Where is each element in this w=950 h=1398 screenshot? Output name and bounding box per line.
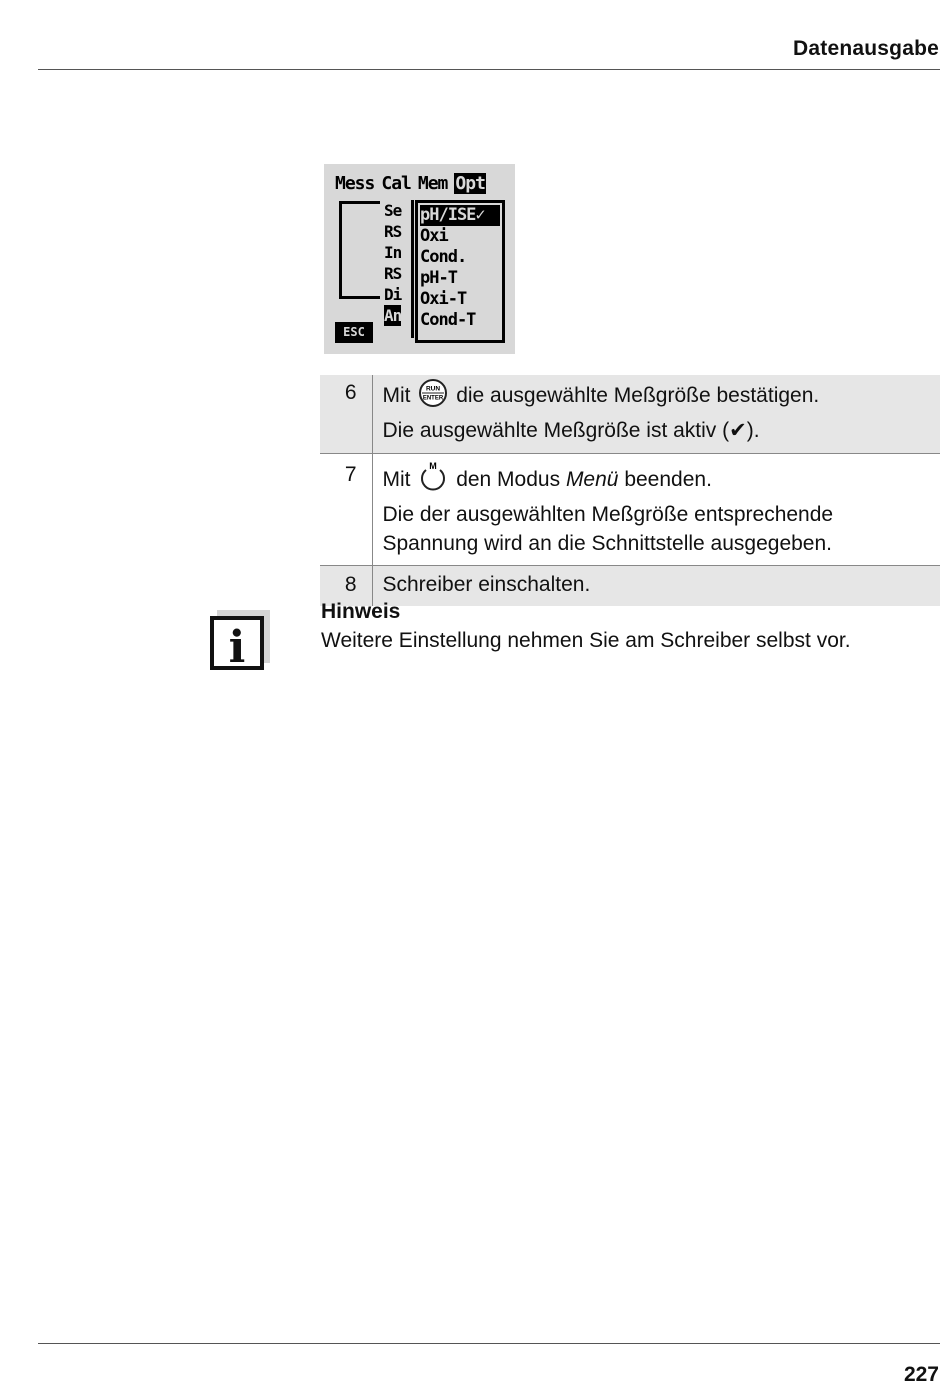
step-text bbox=[372, 454, 940, 566]
step-text-fragment: Mit bbox=[382, 384, 411, 407]
menu-m-key-icon bbox=[418, 460, 448, 500]
info-icon-letter: i bbox=[228, 622, 246, 670]
step-line bbox=[383, 460, 935, 500]
lcd-options-list bbox=[382, 200, 414, 338]
lcd-submenu-item: Oxi-T bbox=[420, 289, 467, 309]
m-key-label: M bbox=[429, 461, 438, 471]
step-number: 6 bbox=[320, 375, 372, 454]
lcd-menu-opt-selected: Opt bbox=[455, 173, 485, 194]
lcd-submenu-item: Oxi bbox=[420, 226, 448, 246]
step-text bbox=[372, 375, 940, 454]
step-row bbox=[320, 375, 940, 454]
lcd-submenu-item: Cond. bbox=[420, 247, 467, 267]
lcd-menu-mem: Mem bbox=[417, 173, 448, 194]
lcd-option-item: In bbox=[384, 243, 402, 262]
lcd-analog-submenu bbox=[415, 200, 505, 343]
step-text-fragment: Mit bbox=[382, 468, 411, 491]
lcd-option-selected-label: An bbox=[384, 306, 402, 325]
step-number: 7 bbox=[320, 454, 372, 566]
step-number: 8 bbox=[320, 566, 372, 607]
lcd-display-screenshot bbox=[324, 164, 515, 354]
step-line: Die ausgewählte Meßgröße ist aktiv (✔). bbox=[382, 419, 760, 442]
step-row bbox=[320, 454, 940, 566]
info-icon bbox=[210, 610, 270, 670]
lcd-option-item: RS bbox=[384, 264, 402, 283]
page-number: 227 bbox=[903, 1363, 939, 1386]
step-line: Spannung wird an die Schnittstelle ausgegeben. bbox=[382, 532, 832, 555]
lcd-submenu-item: Cond-T bbox=[420, 310, 476, 330]
header-rule bbox=[38, 69, 940, 70]
step-line bbox=[383, 378, 935, 416]
lcd-option-item: Di bbox=[384, 285, 402, 304]
lcd-option-item-selected bbox=[384, 305, 411, 326]
lcd-bracket bbox=[339, 201, 380, 299]
step-text: Schreiber einschalten. bbox=[382, 573, 591, 596]
step-text-italic: Menü bbox=[565, 468, 619, 491]
lcd-menu-mess: Mess bbox=[335, 173, 375, 194]
lcd-submenu-item: pH-T bbox=[420, 268, 457, 288]
lcd-option-item: RS bbox=[384, 222, 402, 241]
step-text-fragment: den Modus bbox=[456, 468, 561, 491]
note-text: Weitere Einstellung nehmen Sie am Schreiber selbst vor. bbox=[321, 629, 851, 652]
lcd-menu-cal: Cal bbox=[381, 173, 411, 194]
step-text-fragment: die ausgewählte Meßgröße bestätigen. bbox=[456, 384, 820, 407]
lcd-menubar bbox=[335, 173, 486, 194]
note-title: Hinweis bbox=[321, 600, 401, 623]
lcd-submenu-item-selected: pH/ISE✓ bbox=[420, 205, 500, 226]
page-header-title: Datenausgabe bbox=[793, 37, 939, 60]
steps-table bbox=[320, 375, 940, 606]
lcd-option-item: Se bbox=[384, 201, 402, 220]
run-key-label: RUN bbox=[426, 385, 441, 393]
step-line: Die der ausgewählten Meßgröße entsprechende bbox=[382, 503, 834, 526]
lcd-esc-softkey: ESC bbox=[335, 322, 373, 343]
footer-rule bbox=[38, 1343, 940, 1344]
run-enter-key-icon bbox=[418, 378, 448, 416]
step-text-fragment: beenden. bbox=[624, 468, 712, 491]
step-row bbox=[320, 566, 940, 607]
enter-key-label: ENTER bbox=[423, 395, 444, 402]
